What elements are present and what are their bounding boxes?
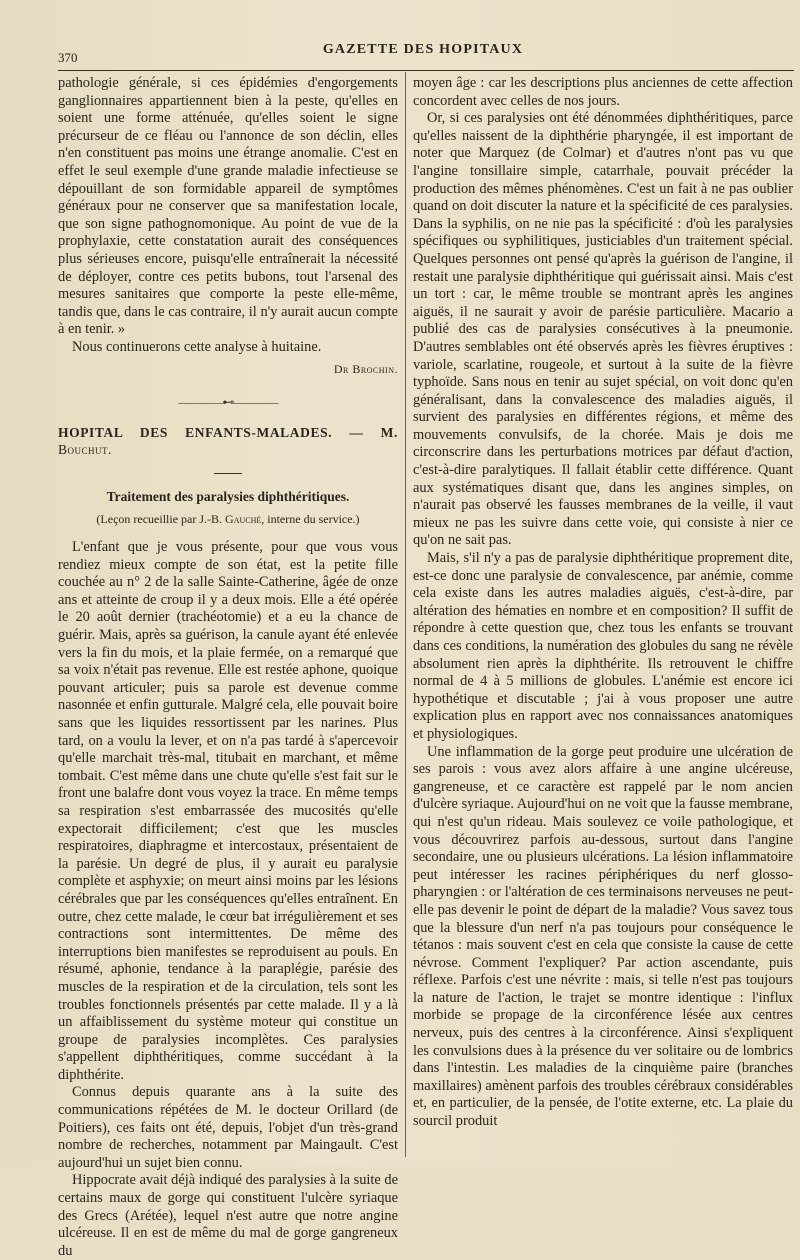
- section-author: Bouchut.: [58, 442, 112, 458]
- body-paragraph: Hippocrate avait déjà indiqué des paralysies à la suite de certains maux de gorge qui constituent l'ulcère syriaque des Grecs (Arétée), lequel n'est autre que notre angine ulcéreuse. Il en est de même du mal de gorge gangreneux du: [58, 1172, 398, 1259]
- ornamental-divider: [58, 394, 398, 412]
- body-paragraph: Connus depuis quarante ans à la suite des communications répétées de M. le docteur Orillard (de Poitiers), ces faits ont été, depuis, l'objet d'un très-grand nombre de recherches, notamment par Maingault. C'est aujourd'hui un sujet bien connu.: [58, 1084, 398, 1171]
- lecture-note-suffix: interne du service.): [267, 512, 360, 527]
- header-rule: [58, 70, 794, 71]
- author-signature: Dr Brochin.: [333, 361, 398, 376]
- lecture-note: [58, 511, 398, 529]
- body-paragraph: L'enfant que je vous présente, pour que vous vous rendiez mieux compte de son état, est la petite fille couchée au n° 2 de la salle Sainte-Catherine, âgée de onze ans et atteinte de croup il y a deux mois. Elle a été opérée le 20 août dernier (trachéotomie) et a eu la chance de guérir. Mais, après sa guérison, la canule ayant été enlevée vers la fin du mois, et la plaie fermée, on a remarqué que sa voix n'était pas revenue. Elle est restée aphone, quoique pouvant articuler; puis sa parole est devenue comme nasonnée et enfin gutturale. Malgré cela, elle pouvait boire sans que les liquides ressortissent par les narines. Plus tard, on a voulu la lever, et on n'a pas tardé à s'apercevoir qu'elle marchait très-mal, titubait en marchant, et même tombait. C'est même dans une chute qu'elle s'est fait sur le front une balafre dont vous voyez la trace. En même temps sa respiration s'est embarrassée des mucosités qu'elle expectorait difficilement; c'est que les muscles respiratoires, diaphragme et intercostaux, présentaient de la parésie. Un degré de plus, il y aurait eu paralysie complète et asphyxie; on meurt ainsi moins par les lésions cérébrales que par les conséquences qu'elles entraînent. En outre, chez cette malade, le cœur bat irrégulièrement et ses contractions sont intermittentes. De même des interruptions bien manifestes se reproduisent au pouls. En résumé, aphonie, tendance à la paraplégie, parésie des muscles de la respiration et de la circulation, tels sont les troubles fonctionnels présentés par cette malade. Il y a là un affaiblissement du système moteur qui constitue un groupe de paralysies incomplètes. Ces paralysies s'appellent diphthéritiques, comme succédant à la diphthérite.: [58, 539, 398, 1083]
- page-header: [58, 38, 788, 68]
- left-column: [58, 75, 398, 1260]
- lecture-note-prefix: (Leçon recueillie par J.-B.: [96, 512, 223, 527]
- section-heading-text: HOPITAL DES ENFANTS-MALADES. — M.: [58, 424, 398, 440]
- page-number: 370: [58, 50, 78, 65]
- continuation-note: Nous continuerons cette analyse à huitaine.: [72, 338, 322, 355]
- journal-title: GAZETTE DES HOPITAUX: [322, 42, 524, 57]
- body-paragraph: moyen âge : car les descriptions plus anciennes de cette affection concordent avec celles de nos jours.: [413, 75, 793, 109]
- lecture-title: Traitement des paralysies diphthéritiques.: [106, 488, 350, 504]
- lecture-note-name: Gauché,: [225, 512, 265, 527]
- short-rule: [214, 473, 242, 474]
- column-divider: [405, 72, 406, 1157]
- body-paragraph: Or, si ces paralysies ont été dénommées diphthéritiques, parce qu'elles naissent de la diphthérie pharyngée, il est important de noter que Marquez (de Colmar) et d'autres n'ont pas vu que l'angine tonsillaire simple, catarrhale, pouvait précéder la production des mêmes phénomènes. C'est un fait à ne pas oublier quand on doit discuter la nature et la spécificité de ces paralysies. Dans la syphilis, on ne nie pas la spécificité : d'où les paralysies spécifiques ou syphilitiques, justiciables d'un traitement spécial. Quelques personnes ont pensé qu'après la guérison de l'angine, il restait une paralysie diphthéritique qui guérissait ainsi. Mais c'est un tort : car, le même trouble se montrant après les angines aiguës, il ne saurait y avoir de parésie particulière. Macario a publié des cas de paralysies consécutives à la pneumonie. D'autres semblables ont été observés après les fièvres éruptives : variole, scarlatine, rougeole, et surtout à la suite de la fièvre typhoïde. Sans nous en tenir au sujet spécial, on voit donc qu'en généralisant, dans la convalescence des maladies aiguës, il survient des paralysies en différentes régions, et même des mouvements convulsifs, de la chorée. Mais je dois me circonscrire dans les perturbations motrices par défaut d'action, c'est-à-dire paralytiques. Il fallait établir cette différence. Quant aux systématiques disant que, dans les angines simples, on n'aurait pas observé les fausses membranes de la veille, il vaut mieux ne pas les suivre dans cette voie, qui consiste à nier ce qu'on ne sait pas.: [413, 110, 793, 549]
- intro-paragraph: pathologie générale, si ces épidémies d'engorgements ganglionnaires appartiennent bien à la peste, qu'elles en soient une forme atténuée, qu'elles soient le signe précurseur de ce fléau ou l'annonce de son déclin, elles n'en constituent pas moins une étrange anomalie. C'est en effet le seul exemple d'une grande maladie infectieuse se dépouillant de son formidable appareil de symptômes généraux pour ne conserver que sa manifestation locale, que son signe pathognomonique. Au point de vue de la prophylaxie, cette constatation aurait des conséquences plus sérieuses encore, puisqu'elle entraînerait la nécessité de déployer, contre ces petits bubons, tout l'arsenal des mesures sanitaires que comporte la peste elle-même, tandis que, dans le cas contraire, il n'y aurait aucun compte à en tenir. »: [58, 75, 398, 338]
- right-column: [413, 75, 793, 1131]
- body-paragraph: Mais, s'il n'y a pas de paralysie diphthéritique proprement dite, est-ce donc une paralysie de convalescence, par anémie, comme cela existe dans les autres maladies aiguës, c'est-à-dire, par altération des hématies en nombre et en composition? Il suffit de répondre à cette question que, chez tous les enfants se trouvant dans ces conditions, la numération des globules du sang ne révèle absolument rien après la diphthérite. Ils retrouvent le chiffre normal de 4 à 5 millions de globules. L'anémie est encore ici hypothétique et discutable ; j'ai à vous proposer une autre explication plus en rapport avec nos connaissances anatomiques et physiologiques.: [413, 550, 793, 742]
- section-heading: [58, 424, 398, 459]
- ornament-glyph: ————⊷————: [178, 395, 278, 410]
- body-paragraph: Une inflammation de la gorge peut produire une ulcération de ses parois : vous avez alors affaire à une angine ulcéreuse, gangreneuse, et ce caractère est rappelé par le nom ancien d'ulcère syriaque. Aujourd'hui on ne voit que la fausse membrane, qui n'est qu'un rideau. Mais soulevez ce voile pathologique, et vous découvrirez parfois au-dessous, surtout dans l'angine secondaire, une ou plusieurs ulcérations. La lésion inflammatoire peut intéresser les racines périphériques du nerf glosso-pharyngien : or l'altération de ces terminaisons nerveuses ne peut-elle pas devenir le point de départ de la maladie? Vous savez tous que la blessure d'un nerf n'a pas toujours pour conséquence le tétanos : mais souvent c'est en cela que consiste la cause de cette névrose. Comment l'expliquer? Par action ascendante, puis réflexe. Parfois c'est une névrite : mais, si telle n'est pas toujours la nature de l'action, le trajet se montre identique : l'influx morbide se propage de la circonférence lésée aux centres nerveux, puis des centres à la circonférence. Ainsi s'expliquent les convulsions dues à la présence du ver solitaire ou de lombrics dans l'intestin. Les maladies de la cinquième paire (branches maxillaires) amènent parfois des troubles cérébraux considérables et, en particulier, de la pensée, de l'otite externe, etc. La plaie du sourcil produit: [413, 743, 793, 1130]
